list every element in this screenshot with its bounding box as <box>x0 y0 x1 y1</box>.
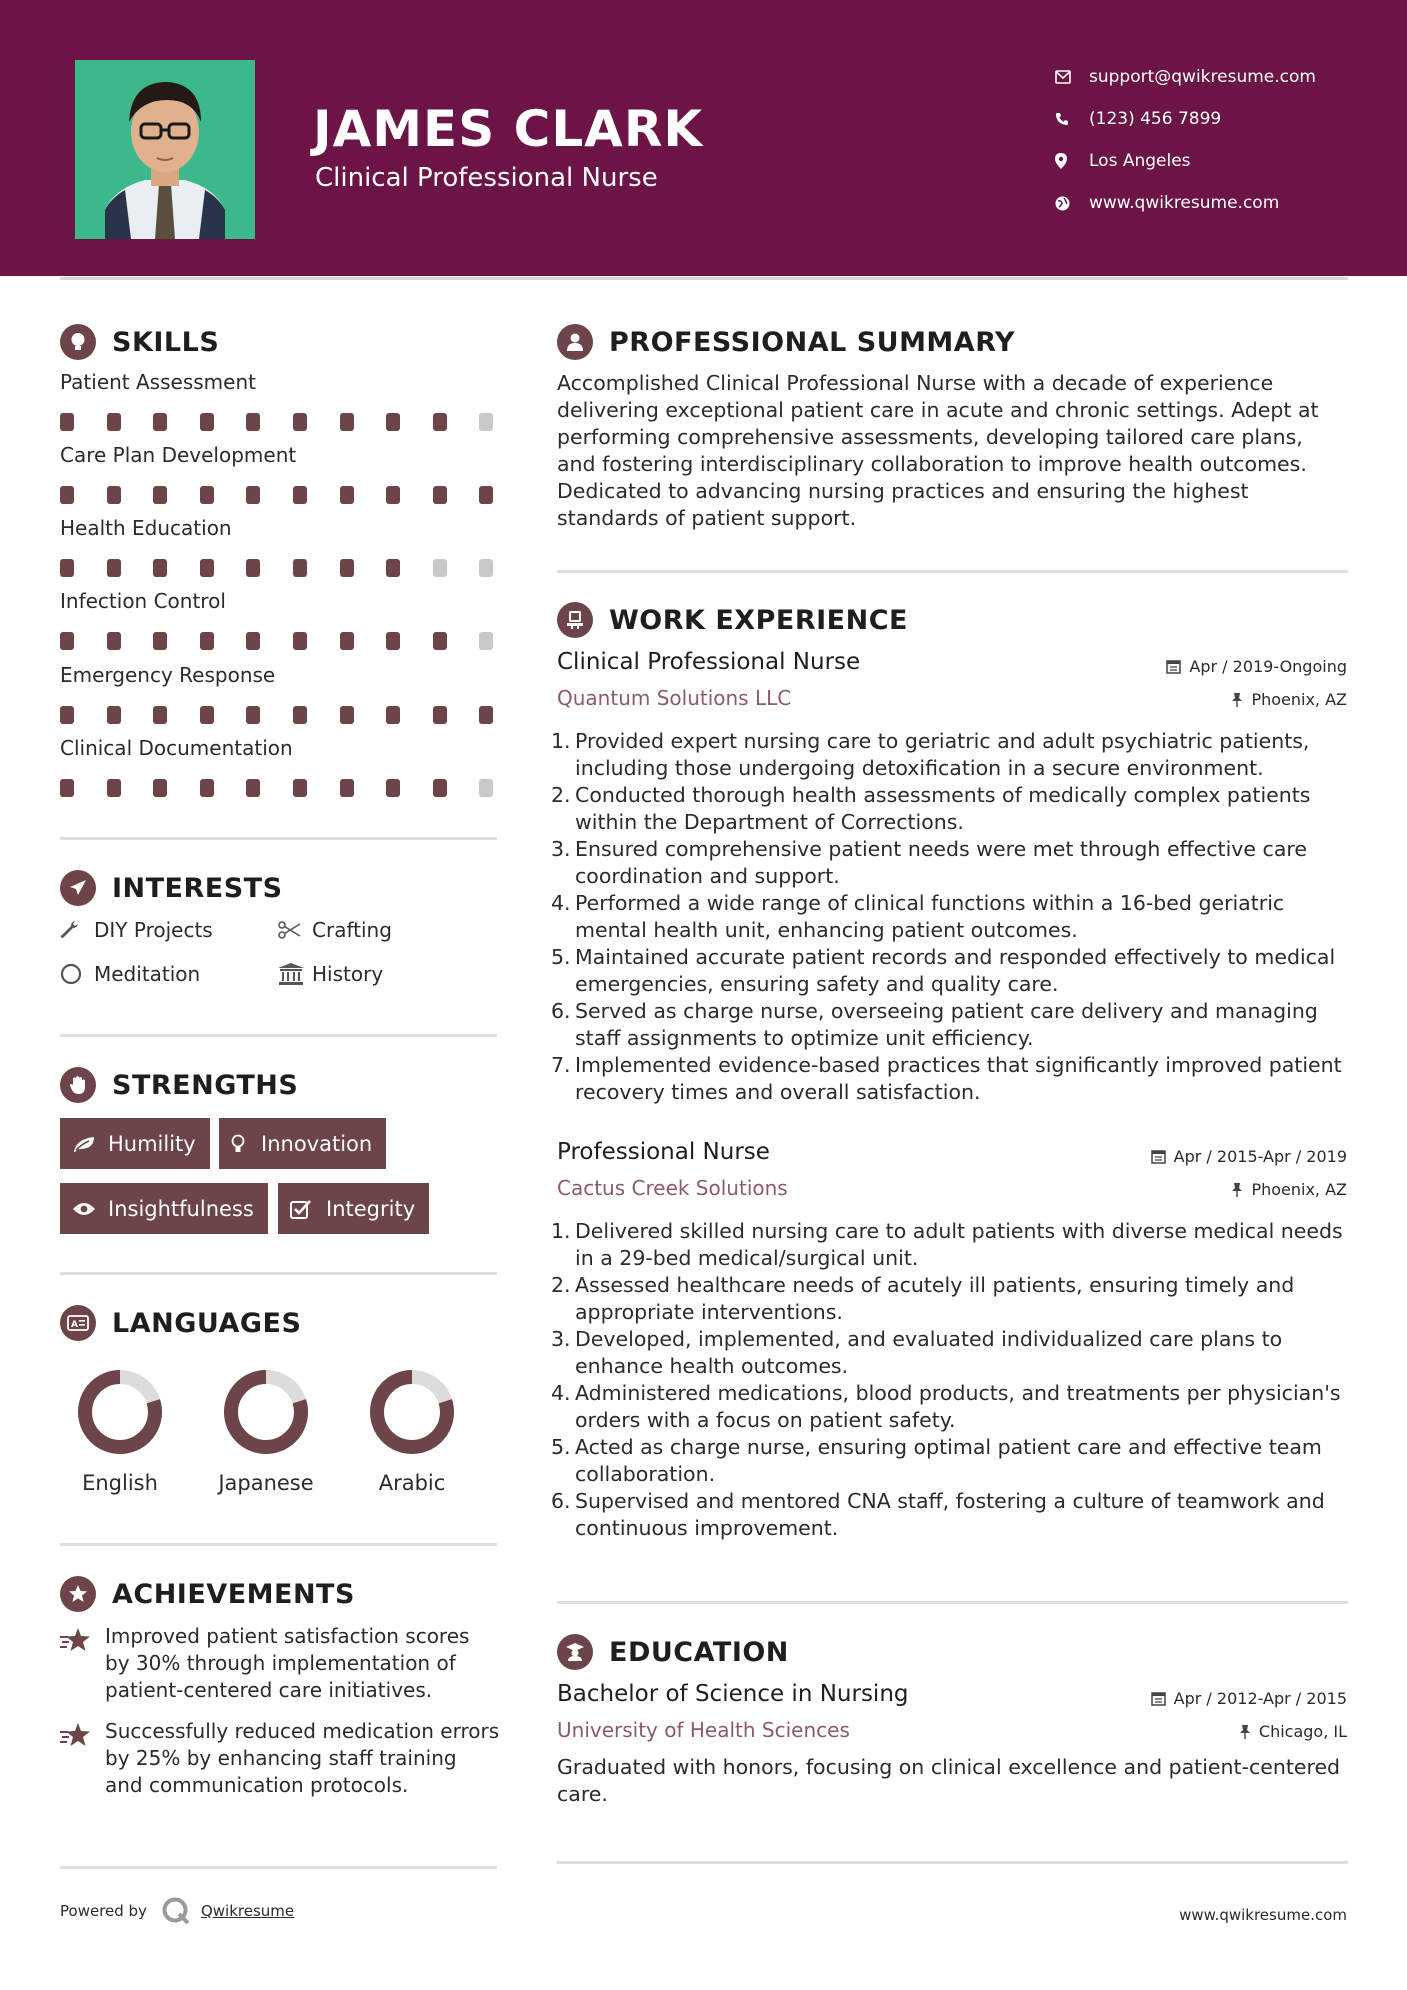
bullet-number: 4. <box>551 891 571 915</box>
svg-text:A: A <box>71 1320 78 1330</box>
star-badge-icon <box>60 1576 96 1612</box>
skill-dot-filled <box>293 559 307 577</box>
skill-dot-filled <box>153 486 167 504</box>
pushpin-icon <box>1231 1182 1243 1197</box>
skill-dot-empty <box>479 559 493 577</box>
job-bullet <box>551 1272 1347 1326</box>
skill-dot-empty <box>433 559 447 577</box>
strength-label: Insightfulness <box>108 1196 254 1221</box>
job-bullet <box>551 890 1347 944</box>
language-proficiency-ring <box>369 1369 455 1455</box>
skill-rating <box>60 779 500 799</box>
language-item <box>206 1369 326 1495</box>
section-divider <box>557 570 1348 573</box>
bullet-number: 6. <box>551 1489 571 1513</box>
skill-dot-empty <box>479 413 493 431</box>
languages-title: LANGUAGES <box>112 1307 302 1339</box>
job-bullet <box>551 998 1347 1052</box>
job-bullets <box>551 728 1347 1106</box>
resume-header <box>0 0 1407 276</box>
section-divider <box>557 1861 1348 1864</box>
skill-dot-filled <box>433 706 447 724</box>
calendar-icon <box>1151 1691 1166 1706</box>
pushpin-icon <box>1239 1724 1251 1739</box>
wrench-icon <box>60 920 94 940</box>
strength-tag <box>278 1183 429 1234</box>
contact-website[interactable] <box>1055 182 1316 224</box>
interest-label: Meditation <box>94 962 201 986</box>
skill-dot-empty <box>479 779 493 797</box>
skill-dot-filled <box>386 706 400 724</box>
skill-dot-filled <box>60 413 74 431</box>
skill-rating <box>60 559 500 579</box>
job-bullet <box>551 1488 1347 1542</box>
skill-dot-filled <box>433 632 447 650</box>
skill-dot-filled <box>246 486 260 504</box>
job-bullet <box>551 1218 1347 1272</box>
skill-item <box>60 736 500 766</box>
envelope-icon <box>1055 70 1089 84</box>
skill-dot-filled <box>246 779 260 797</box>
skill-dot-filled <box>107 559 121 577</box>
education-school: University of Health Sciences <box>557 1718 850 1742</box>
skill-rating <box>60 632 500 652</box>
skill-dot-filled <box>386 632 400 650</box>
skill-item <box>60 516 500 546</box>
language-proficiency-ring <box>77 1369 163 1455</box>
job-bullet <box>551 1380 1347 1434</box>
calendar-icon <box>1151 1149 1166 1164</box>
qwikresume-link[interactable]: Qwikresume <box>200 1902 295 1920</box>
bullet-number: 3. <box>551 837 571 861</box>
skill-dot-filled <box>200 559 214 577</box>
skill-dot-filled <box>293 486 307 504</box>
contact-list <box>1055 56 1316 224</box>
job-location <box>1231 690 1347 709</box>
bullet-number: 2. <box>551 783 571 807</box>
achievements-title: ACHIEVEMENTS <box>112 1578 355 1610</box>
skill-dot-filled <box>107 779 121 797</box>
job-bullet <box>551 728 1347 782</box>
job-bullet <box>551 1434 1347 1488</box>
education-dates-text: Apr / 2012-Apr / 2015 <box>1173 1689 1347 1708</box>
contact-phone-text: (123) 456 7899 <box>1089 109 1222 129</box>
education-entry <box>557 1681 1347 1808</box>
education-description: Graduated with honors, focusing on clinical excellence and patient-centered care. <box>557 1755 1341 1806</box>
interest-item <box>278 962 383 986</box>
skill-dot-filled <box>340 779 354 797</box>
achievement-item <box>60 1623 500 1704</box>
footer-website[interactable]: www.qwikresume.com <box>1179 1906 1347 1924</box>
skill-dot-filled <box>200 413 214 431</box>
language-name: Arabic <box>378 1471 446 1495</box>
job-bullet <box>551 782 1347 836</box>
language-icon <box>60 1305 96 1341</box>
skill-rating <box>60 706 500 726</box>
bullet-text: Delivered skilled nursing care to adult patients with diverse medical needs in a 29-bed medical/surgical unit. <box>575 1219 1343 1270</box>
skill-dot-filled <box>433 413 447 431</box>
skill-dot-filled <box>340 413 354 431</box>
education-title: EDUCATION <box>609 1636 789 1668</box>
job-bullet <box>551 1052 1347 1106</box>
raised-hand-icon <box>60 1067 96 1103</box>
skill-dot-empty <box>479 632 493 650</box>
skill-dot-filled <box>386 559 400 577</box>
job-company: Cactus Creek Solutions <box>557 1176 788 1200</box>
lightbulb-icon <box>60 324 96 360</box>
language-item <box>60 1369 180 1495</box>
bullet-text: Acted as charge nurse, ensuring optimal patient care and effective team collaboration. <box>575 1435 1322 1486</box>
education-location <box>1239 1722 1347 1741</box>
skill-name: Clinical Documentation <box>60 736 293 760</box>
skills-title: SKILLS <box>112 326 220 358</box>
contact-email[interactable] <box>1055 56 1316 98</box>
section-divider <box>60 1543 497 1546</box>
skills-heading <box>60 324 219 360</box>
skill-dot-filled <box>479 706 493 724</box>
bullet-text: Conducted thorough health assessments of medically complex patients within the Department of Corrections. <box>575 783 1311 834</box>
profile-photo <box>75 60 255 239</box>
skill-dot-filled <box>60 779 74 797</box>
map-pin-icon <box>1055 153 1089 169</box>
bullet-text: Assessed healthcare needs of acutely ill patients, ensuring timely and appropriate interventions. <box>575 1273 1295 1324</box>
skill-dot-filled <box>340 706 354 724</box>
interest-item <box>60 918 213 942</box>
interest-item <box>278 918 392 942</box>
check-square-icon <box>290 1199 326 1219</box>
strength-label: Innovation <box>261 1131 373 1156</box>
job-dates <box>1151 1147 1347 1166</box>
skill-dot-filled <box>433 779 447 797</box>
skill-name: Emergency Response <box>60 663 276 687</box>
skill-dot-filled <box>293 632 307 650</box>
candidate-title: Clinical Professional Nurse <box>315 163 658 193</box>
skill-dot-filled <box>340 559 354 577</box>
skill-dot-filled <box>153 559 167 577</box>
skill-dot-filled <box>246 632 260 650</box>
skill-dot-filled <box>60 486 74 504</box>
powered-by-label: Powered by <box>60 1902 147 1920</box>
strengths-title: STRENGTHS <box>112 1069 299 1101</box>
skill-item <box>60 589 500 619</box>
interests-heading <box>60 870 283 906</box>
bullet-number: 4. <box>551 1381 571 1405</box>
skill-dot-filled <box>200 486 214 504</box>
bullet-text: Provided expert nursing care to geriatric and adult psychiatric patients, including those undergoing detoxification in a secure environment. <box>575 729 1310 780</box>
skill-dot-filled <box>200 779 214 797</box>
job-location-text: Phoenix, AZ <box>1251 690 1347 709</box>
star-icon <box>60 1722 92 1752</box>
bullet-text: Supervised and mentored CNA staff, fostering a culture of teamwork and continuous improvement. <box>575 1489 1325 1540</box>
contact-location <box>1055 140 1316 182</box>
skill-dot-filled <box>293 779 307 797</box>
skill-dot-filled <box>293 706 307 724</box>
interest-label: Crafting <box>312 918 392 942</box>
skill-name: Health Education <box>60 516 232 540</box>
bullet-number: 1. <box>551 729 571 753</box>
star-icon <box>60 1627 92 1657</box>
achievements-heading <box>60 1576 355 1612</box>
bullet-text: Served as charge nurse, overseeing patient care delivery and managing staff assignments to optimize unit efficiency. <box>575 999 1318 1050</box>
skill-item <box>60 370 500 400</box>
bullet-text: Developed, implemented, and evaluated individualized care plans to enhance health outcomes. <box>575 1327 1283 1378</box>
bullet-number: 1. <box>551 1219 571 1243</box>
skill-dot-filled <box>200 632 214 650</box>
strength-tag <box>60 1183 268 1234</box>
skill-dot-filled <box>246 706 260 724</box>
bullet-number: 7. <box>551 1053 571 1077</box>
skill-rating <box>60 413 500 433</box>
bullet-text: Performed a wide range of clinical functions within a 16-bed geriatric mental health unit, enhancing patient outcomes. <box>575 891 1285 942</box>
achievement-text: Improved patient satisfaction scores by 30% through implementation of patient-centered care initiatives. <box>105 1624 470 1702</box>
strengths-heading <box>60 1067 298 1103</box>
eye-icon <box>72 1201 108 1217</box>
skill-dot-filled <box>107 706 121 724</box>
skill-dot-filled <box>153 632 167 650</box>
interest-item <box>60 962 200 986</box>
contact-email-text: support@qwikresume.com <box>1089 67 1316 87</box>
achievement-item <box>60 1718 500 1799</box>
job-company: Quantum Solutions LLC <box>557 686 792 710</box>
education-heading <box>557 1634 789 1670</box>
job-bullet <box>551 944 1347 998</box>
skill-dot-filled <box>60 706 74 724</box>
strength-tag <box>219 1118 386 1169</box>
job-location-text: Phoenix, AZ <box>1251 1180 1347 1199</box>
strength-tag <box>60 1118 210 1169</box>
skill-dot-filled <box>107 632 121 650</box>
qwikresume-logo-icon <box>161 1896 191 1926</box>
job-location <box>1231 1180 1347 1199</box>
skill-dot-filled <box>479 486 493 504</box>
interests-title: INTERESTS <box>112 872 283 904</box>
contact-website-text: www.qwikresume.com <box>1089 193 1280 213</box>
contact-location-text: Los Angeles <box>1089 151 1191 171</box>
experience-title: WORK EXPERIENCE <box>609 604 908 636</box>
skill-item <box>60 443 500 473</box>
section-divider <box>60 1034 497 1037</box>
job-title: Professional Nurse <box>557 1139 770 1165</box>
language-name: English <box>82 1471 158 1495</box>
bullet-number: 5. <box>551 1435 571 1459</box>
paper-plane-icon <box>60 870 96 906</box>
skill-dot-filled <box>293 413 307 431</box>
job-bullet <box>551 836 1347 890</box>
job-entry <box>551 649 1347 1106</box>
experience-heading <box>557 602 908 638</box>
skill-dot-filled <box>433 486 447 504</box>
museum-icon <box>278 963 312 985</box>
header-divider <box>60 277 1348 280</box>
skill-dot-filled <box>386 413 400 431</box>
strength-label: Humility <box>108 1131 196 1156</box>
skill-dot-filled <box>246 413 260 431</box>
section-divider <box>60 1866 497 1869</box>
skill-dot-filled <box>107 413 121 431</box>
skill-dot-filled <box>386 486 400 504</box>
education-location-text: Chicago, IL <box>1258 1722 1347 1741</box>
skill-dot-filled <box>340 486 354 504</box>
skill-name: Patient Assessment <box>60 370 256 394</box>
interest-label: DIY Projects <box>94 918 213 942</box>
section-divider <box>60 1272 497 1275</box>
candidate-name: JAMES CLARK <box>313 100 704 158</box>
circle-icon <box>60 963 94 985</box>
summary-title: PROFESSIONAL SUMMARY <box>609 326 1016 358</box>
summary-heading <box>557 324 1015 360</box>
job-bullets <box>551 1218 1347 1542</box>
graduate-icon <box>557 1634 593 1670</box>
job-dates <box>1166 657 1347 676</box>
skill-dot-filled <box>386 779 400 797</box>
skill-dot-filled <box>60 559 74 577</box>
bullet-number: 6. <box>551 999 571 1023</box>
interest-label: History <box>312 962 384 986</box>
skill-dot-filled <box>200 706 214 724</box>
skill-name: Infection Control <box>60 589 226 613</box>
bullet-text: Ensured comprehensive patient needs were met through effective care coordination and support. <box>575 837 1307 888</box>
job-dates-text: Apr / 2015-Apr / 2019 <box>1173 1147 1347 1166</box>
skill-dot-filled <box>60 632 74 650</box>
education-dates <box>1151 1689 1347 1708</box>
globe-icon <box>1055 196 1089 211</box>
language-proficiency-ring <box>223 1369 309 1455</box>
skill-dot-filled <box>153 706 167 724</box>
language-item <box>352 1369 472 1495</box>
section-divider <box>60 837 497 840</box>
summary-text: Accomplished Clinical Professional Nurse with a decade of experience delivering exceptional patient care in acute and chronic settings. Adept at performing comprehensive assessments, developing tailored care plans, and fostering interdisciplinary collaboration to improve health outcomes. Dedicated to advancing nursing practices and ensuring the highest standards of patient support. <box>557 371 1319 530</box>
job-entry <box>551 1139 1347 1542</box>
skill-name: Care Plan Development <box>60 443 297 467</box>
skill-dot-filled <box>107 486 121 504</box>
contact-phone[interactable] <box>1055 98 1316 140</box>
scissors-icon <box>278 921 312 939</box>
language-name: Japanese <box>218 1471 314 1495</box>
languages-heading <box>60 1305 301 1341</box>
bullet-number: 3. <box>551 1327 571 1351</box>
achievement-text: Successfully reduced medication errors by 25% by enhancing staff training and communication protocols. <box>105 1719 500 1797</box>
calendar-icon <box>1166 659 1181 674</box>
skill-rating <box>60 486 500 506</box>
section-divider <box>557 1601 1348 1604</box>
skill-dot-filled <box>153 413 167 431</box>
bullet-text: Implemented evidence-based practices that significantly improved patient recovery times and overall satisfaction. <box>575 1053 1342 1104</box>
bullet-text: Maintained accurate patient records and responded effectively to medical emergencies, ensuring safety and quality care. <box>575 945 1336 996</box>
leaf-icon <box>72 1135 108 1153</box>
bullet-number: 2. <box>551 1273 571 1297</box>
phone-icon <box>1055 112 1089 126</box>
pushpin-icon <box>1231 692 1243 707</box>
skill-dot-filled <box>153 779 167 797</box>
skill-item <box>60 663 500 693</box>
bullet-text: Administered medications, blood products, and treatments per physician's orders with a focus on patient safety. <box>575 1381 1341 1432</box>
user-icon <box>557 324 593 360</box>
footer-powered-by <box>60 1896 294 1926</box>
job-dates-text: Apr / 2019-Ongoing <box>1189 657 1347 676</box>
job-bullet <box>551 1326 1347 1380</box>
strength-label: Integrity <box>326 1196 416 1221</box>
lightbulb-icon <box>231 1134 261 1154</box>
skill-dot-filled <box>246 559 260 577</box>
bullet-number: 5. <box>551 945 571 969</box>
briefcase-icon <box>557 602 593 638</box>
education-degree: Bachelor of Science in Nursing <box>557 1681 909 1707</box>
job-title: Clinical Professional Nurse <box>557 649 861 675</box>
skill-dot-filled <box>340 632 354 650</box>
